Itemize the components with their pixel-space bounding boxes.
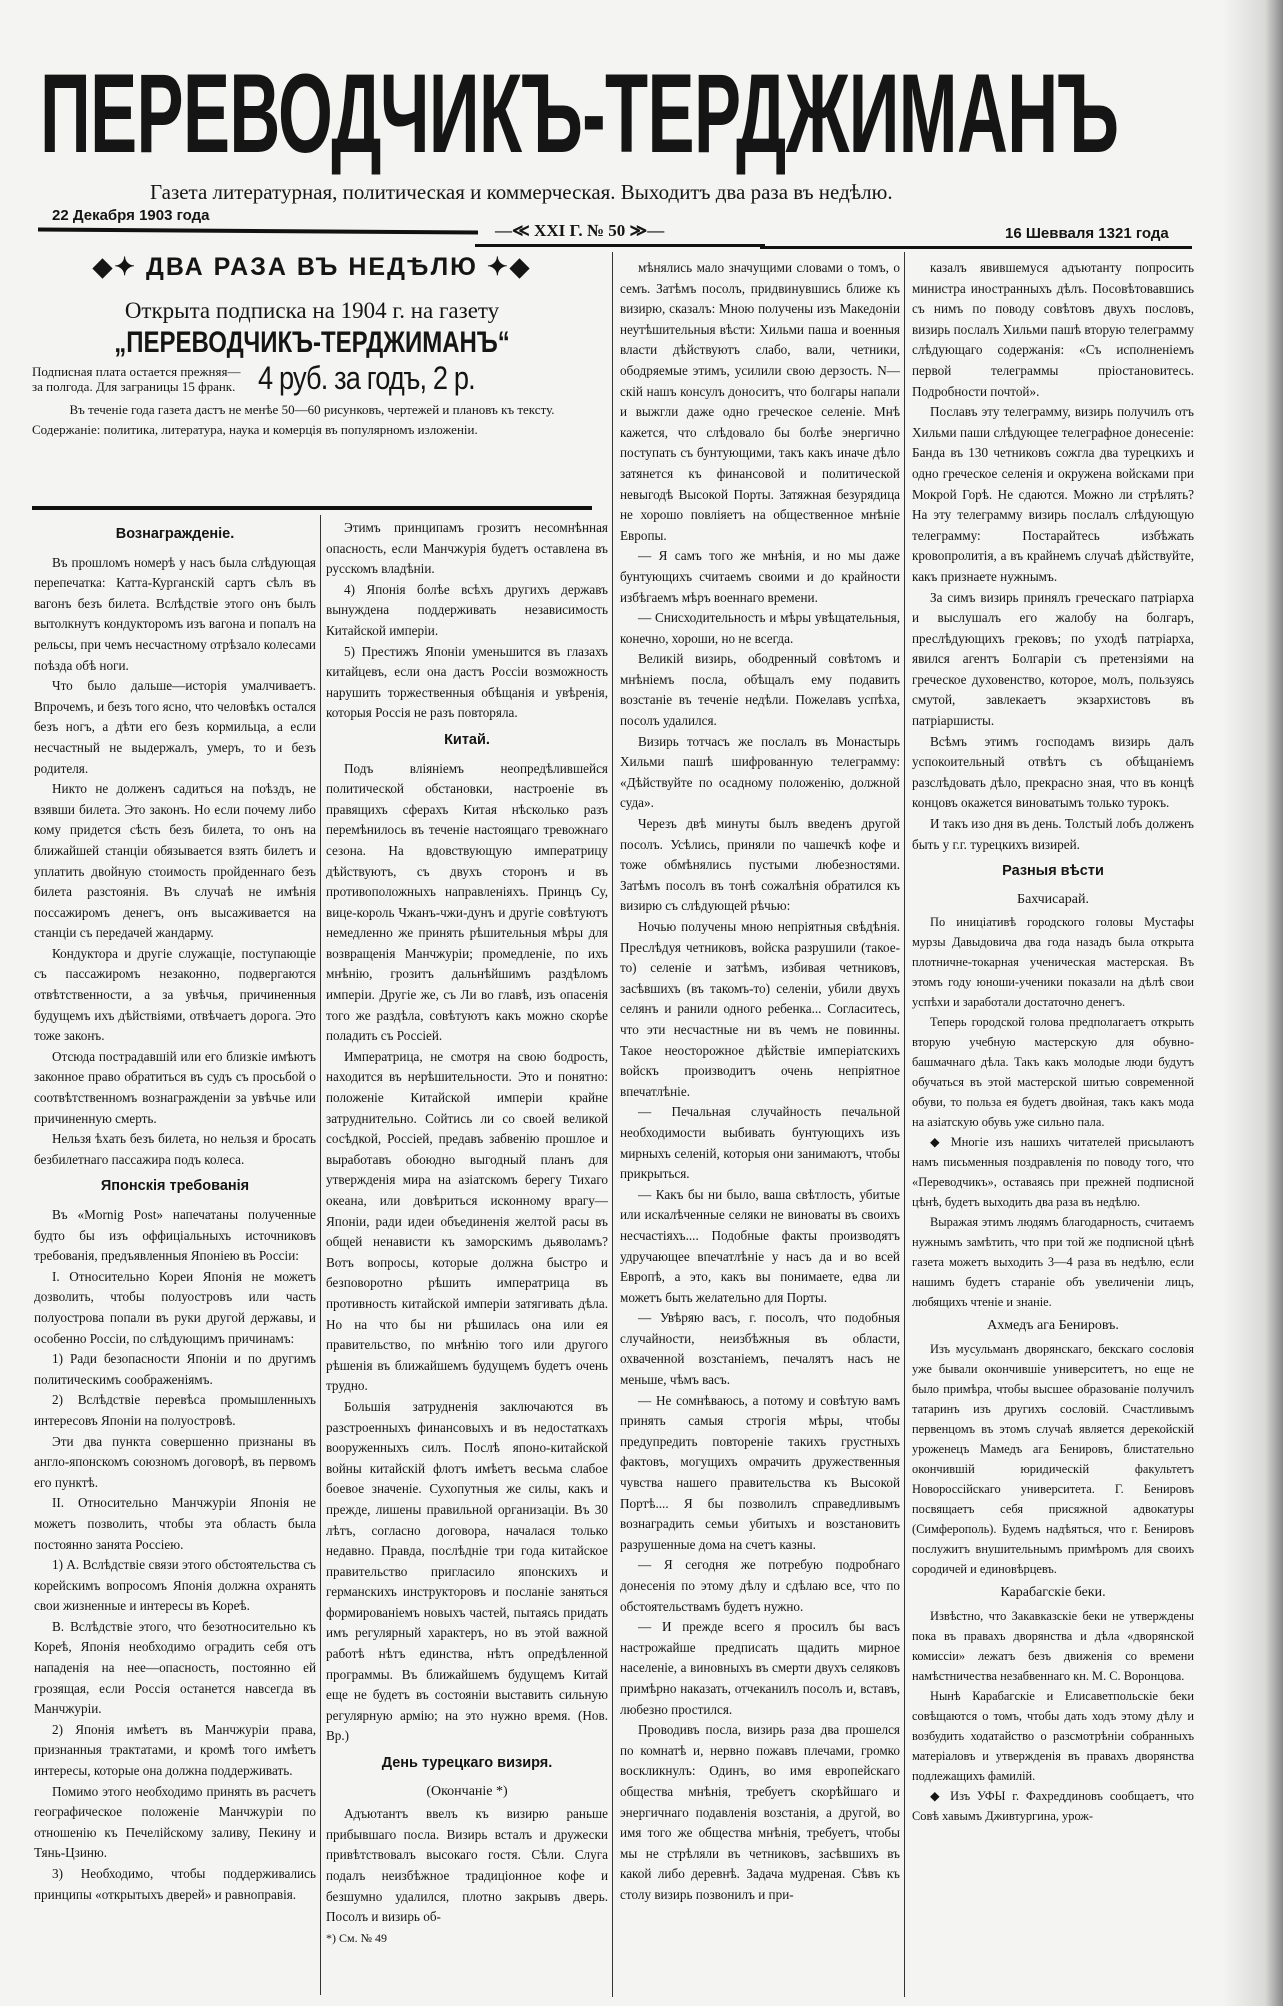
article-paragraph: Большія затрудненія заключаются въ разстроенныхъ финансовыхъ и въ недостаткахъ вооруженныхъ силъ. Послѣ японо-китайской войны китайскій флотъ имѣетъ весьма слабое боевое значеніе. Сухопутныя же силы, какъ и прежде, лишены правильной организаціи. Въ 30 лѣтъ, согласно договора, началася только недавно. Правда, послѣдніе три года китайское правительство пригласило японскихъ и германскихъ инструкторовъ и посланіе заняться формированіемъ новыхъ частей, пытаясь придать имъ регулярный характеръ, но въ этой важной работѣ нѣтъ единства, нѣтъ опредѣленной программы. Въ ближайшемъ будущемъ Китай еще не будетъ въ состояніи выставить сильную регулярную армію; на это нужно время. (Нов. Вр.) — [326, 1398, 608, 1744]
article-heading: Разныя вѣсти — [1002, 863, 1104, 880]
column-divider — [320, 515, 321, 1995]
news-paragraph: По иниціативѣ городского головы Мустафы мурзы Давыдовича два года назадъ была открыта плотничне-токарная ученическая мастерская. Въ этомъ году юноши-ученики показали на дѣлѣ свои успѣхи и заработали достаточно денегъ. — [912, 915, 1194, 1010]
article-paragraph: В. Вслѣдствіе этого, что безотносительно къ Кореѣ, Японія необходимо оградить себя отъ нападенія на нее—опасность, постоянно ей грозящая, если Россія останется навсегда въ Манчжуріи. — [34, 1618, 316, 1717]
news-paragraph: ◆ Изъ УФЫ г. Фахреддиновъ сообщаетъ, что Совѣ хавымъ Дживтургина, урож- — [912, 1788, 1194, 1823]
news-paragraph: Выражая этимъ людямъ благодарность, считаемъ нужнымъ замѣтить, что при той же подписной цѣнѣ газета можетъ выходить 3—4 раза въ недѣлю, если нашимъ будетъ стараніе объ увеличеніи лицъ, любящихъ чтеніе и знаніе. — [912, 1215, 1194, 1310]
article-heading: Вознагражденіе. — [115, 526, 235, 542]
article-paragraph: — Какъ бы ни было, ваша свѣтлость, убитые или искалѣченные селяки не виноваты въ своихъ несчастіяхъ.... Подобные факты производятъ удручающее впечатлѣніе у насъ да и во всей Европѣ, а это, какъ вы понимаете, едва ли можетъ быть желательно для Порты. — [620, 1186, 900, 1305]
column-1 — [34, 518, 316, 1905]
article-paragraph: Отсюда пострадавшій или его близкіе имѣютъ законное право обратиться въ судъ съ просьбой о соотвѣтственномъ вознагражденіи за увѣчье или причиненную смерть. — [34, 1048, 316, 1126]
article-paragraph: II. Относительно Манчжуріи Японія не можетъ позволить, чтобы эта область была постоянно занята Россіею. — [34, 1495, 316, 1552]
article-paragraph: I. Относительно Кореи Японія не можетъ дозволить, чтобы полуостровъ или часть полуострова попали въ руки другой державы, и особенно Россіи, по слѣдующимъ причинамъ: — [34, 1268, 316, 1346]
news-paragraph: Теперь городской голова предполагаетъ открыть вторую учебную мастерскую для обувно-башмачнаго дѣла. Такъ какъ молодые люди будутъ обучаться въ этой мастерской шитью современной обуви, то польза ея будетъ двойная, такъ какъ мода на азіатскую обувь уже сильно пала. — [912, 1015, 1194, 1130]
article-paragraph: И такъ изо дня въ день. Толстый лобъ долженъ быть у г.г. турецкихъ визирей. — [912, 816, 1194, 852]
article-paragraph: Кондуктора и другіе служащіе, поступающіе съ пассажиромъ незаконно, подвергаются отвѣтственности, а за увѣчья, причиненныя будущемъ ихъ дѣйствіями, отвѣчаетъ дорога. Это тоже законъ. — [34, 945, 316, 1044]
article-paragraph: 5) Престижъ Японіи уменьшится въ глазахъ китайцевъ, если она дастъ Россіи возможность нарушить торжественныя обѣщанія и увѣренія, которыя Россія не разъ повторяла. — [326, 643, 608, 721]
article-paragraph: — Я сегодня же потребую подробнаго донесенія по этому дѣлу и сдѣлаю все, что по обстоятельствамъ будетъ нужно. — [620, 1557, 900, 1614]
article-paragraph: мѣнялись мало значущими словами о томъ, о семъ. Затѣмъ посолъ, придвинувшись ближе къ визирю, сказалъ: Мною получены изъ Македоніи неутѣшительныя вѣсти: Хильми паша и военныя власти дѣйствуютъ слабо, вали, четники, ободряемые этимъ, усилили свою дерзость. N—скій нашъ консулъ доноситъ, что болгары напали и выжгли даже одно греческое селеніе. Мнѣ кажется, что слѣдовало бы болѣе энергично поступать съ бунтующими, такъ какъ иначе дѣло затянется къ финансовой и политической невыгодѣ Высокой Порты. Затяжная безурядица не хорошо повліяетъ на общественное мнѣніе Европы. — [620, 260, 900, 543]
news-paragraph: Нынѣ Карабагскіе и Елисаветпольскіе беки совѣщаются о томъ, чтобы дать ходъ этому дѣлу и возбудить ходатайство о разсмотрѣніи собранныхъ матеріаловъ и утвержденія въ правахъ дворянства подлежащихъ фамилій. — [912, 1688, 1194, 1783]
article-paragraph: — Печальная случайность печальной необходимости выбивать бунтующихъ изъ мирныхъ селеній, которыя они занимаютъ, чтобы прикрыться. — [620, 1104, 900, 1182]
masthead-rule-left — [38, 227, 478, 234]
article-paragraph: Визирь тотчасъ же послалъ въ Монастырь Хильми пашѣ шифрованную телеграмму: «Дѣйствуйте по осадному положенію, должной суда». — [620, 733, 900, 811]
article-paragraph: Въ прошломъ номерѣ у насъ была слѣдующая перепечатка: Катта-Курганскій сартъ сѣлъ въ вагонъ безъ билета. Вслѣдствіе этого онъ былъ вытолкнутъ кондукторомъ изъ вагона и попалъ на рельсы, при чемъ несчастному отрѣзало колесами поѣзда обѣ ноги. — [34, 554, 316, 673]
article-paragraph: Пославъ эту телеграмму, визирь получилъ отъ Хильми паши слѣдующее телеграфное донесеніе: Банда въ 130 четниковъ сожгла два турецкихъ и одно греческое селенія и окружена войсками при Мокрой Горѣ. Не сдаются. Можно ли стрѣлять? На эту телеграмму визирь послалъ слѣдующую телеграмму: Постарайтесь избѣжать кровопролитія, а въ крайнемъ случаѣ дѣйствуйте, какъ признаете нужнымъ. — [912, 404, 1194, 584]
date-gregorian: 22 Декабря 1903 года — [52, 207, 210, 224]
article-paragraph: Великій визирь, ободренный совѣтомъ и мнѣніемъ посла, обѣщалъ ему подавить возстаніе въ теченіе недѣли. Пожелавъ успѣха, посолъ удалился. — [620, 651, 900, 729]
article-paragraph: Нельзя ѣхать безъ билета, но нельзя и бросать безбилетнаго пассажира подъ колеса. — [34, 1131, 316, 1167]
article-heading: Китай. — [444, 731, 490, 748]
article-paragraph: Всѣмъ этимъ господамъ визирь далъ успокоительный отвѣтъ съ обѣщаніемъ разслѣдовать дѣло, прекрасно зная, что въ концѣ концовъ окажется виноватымъ только турокъ. — [912, 733, 1194, 811]
news-paragraph: ◆ Многіе изъ нашихъ читателей присылаютъ намъ письменныя поздравленія по поводу того, что «Переводчикъ», оставаясь при прежней подписной цѣнѣ, будетъ выходить два раза въ недѣлю. — [912, 1135, 1194, 1210]
masthead-rule-right — [760, 246, 1192, 249]
article-paragraph: 2) Японія имѣетъ въ Манчжуріи права, признанныя трактатами, и кромѣ того имѣетъ интересы, которые она должна поддерживать. — [34, 1721, 316, 1779]
article-paragraph: Ночью получены мною непріятныя свѣдѣнія. Преслѣдуя четниковъ, войска разрушили (такое-то) селеніе и затѣмъ, избивая четниковъ, засѣвшихъ (въ такомъ-то) селеніи, убили двухъ селянъ и ранили одного ребенка... Согласитесь, что эти несчастные ни въ чемъ не повинны. Такое неосторожное дѣйствіе имперіатскихъ войскъ производитъ очень непріятное впечатлѣніе. — [620, 919, 900, 1099]
news-paragraph: Извѣстно, что Закавказскіе беки не утверждены пока въ правахъ дворянства и дѣла «дворянской комиссіи» лежатъ безъ движенія со времени намѣстничества незабвеннаго кн. М. С. Воронцова. — [912, 1608, 1194, 1683]
article-paragraph: — И прежде всего я просилъ бы васъ настрожайше предписать щадить мирное населеніе, а виновныхъ въ смерти двухъ селяковъ примѣрно наказать, отчеканилъ посолъ и, вставъ, любезно простился. — [620, 1619, 900, 1717]
article-paragraph: Эти два пункта совершенно признаны въ англо-японскомъ союзномъ договорѣ, въ первомъ его пунктѣ. — [34, 1433, 316, 1490]
news-paragraph: Изъ мусульманъ дворянскаго, бекскаго сословія уже бывали окончившіе университетъ, но еще не было примѣра, чтобы высшее образованіе получилъ татаринъ изъ другихъ сословій. Счастливымъ первенцомъ въ этомъ случаѣ является дерекойскій уроженецъ Мамедъ ага Бенировъ, блистательно окончившій юридическій факультетъ Новороссійскаго университета. Г. Бенировъ посвящаетъ себя присяжной адвокатуры (Симферополь). Будемъ надѣяться, что г. Бенировъ послужитъ внушительнымъ примѣромъ для своихъ сородичей и единовѣрцевъ. — [912, 1342, 1194, 1576]
article-paragraph: 2) Вслѣдствіе перевѣса промышленныхъ интересовъ Японіи на полуостровѣ. — [34, 1392, 316, 1428]
column-divider — [612, 252, 613, 1997]
article-paragraph: За симъ визирь принялъ греческаго патріарха и выслушалъ его жалобу на болгаръ, преслѣдующихъ грековъ; по уходѣ патріарха, явился агентъ Болгаріи съ претензіями на греческое духовенство, которое, молъ, пользуясь смутой, завлекаетъ экзархистовъ въ патріаршисты. — [912, 589, 1194, 729]
ad-price: 4 руб. за годъ, 2 р. — [258, 360, 475, 396]
ad-contents: Содержаніе: политика, литература, наука и комерція въ популярномъ изложеніи. — [32, 422, 478, 437]
news-heading: Ахмедъ ага Бенировъ. — [987, 1318, 1119, 1334]
article-heading: Японскія требованія — [100, 1178, 250, 1195]
article-paragraph: Адъютантъ ввелъ къ визирю раньше прибывшаго посла. Визирь всталъ и дружески привѣтствовалъ высокаго гостя. Сѣли. Слуга подалъ неизбѣжное традиціонное кофе и безшумно удалился, плотно закрывъ дверь. Посолъ и визирь об- — [326, 1806, 608, 1925]
subscription-ad — [32, 252, 592, 438]
article-subtitle: (Окончаніе *) — [426, 1783, 508, 1799]
ad-price-note: Подписная плата остается прежняя— за полгода. Для заграницы 15 франк. — [32, 363, 241, 394]
article-paragraph: Подъ вліяніемъ неопредѣлившейся политической обстановки, настроеніе въ правящихъ сферахъ Китая нѣсколько разъ перемѣнилось въ теченіе настоящаго тревожнаго сезона. На вдовствующую императрицу дѣйствуютъ, съ двухъ сторонъ и въ противоположныхъ направленіяхъ. Принцъ Су, вице-король Чжанъ-чжи-дунъ и другіе совѣтуютъ немедленно же принять рѣшительныя мѣры для возвращенія Манчжуріи; промедленіе, по ихъ мнѣнію, грозитъ дальнѣйшимъ раздѣломъ имперіи. Другіе же, съ Ли во главѣ, изъ опасенія того же раздѣла, совѣтуютъ какъ можно скорѣе поладить съ Россіей. — [326, 760, 608, 1044]
article-paragraph: Что было дальше—исторія умалчиваетъ. Впрочемъ, и безъ того ясно, что человѣкъ остался безъ ногъ, а дѣти его безъ кормильца, а если несчастный не выдержалъ, умеръ, то и безъ родителя. — [34, 678, 316, 776]
ad-bottom-rule — [32, 506, 592, 510]
ad-price-row — [32, 360, 592, 397]
newspaper-title: ПЕРЕВОДЧИКЪ-ТЕРДЖИМАНЪ — [40, 51, 1119, 176]
masthead-rule-mid — [475, 244, 765, 247]
article-paragraph: Помимо этого необходимо принять въ расчетъ географическое положеніе Манчжуріи по отношенію къ Печелійскому заливу, Пекину и Тянь-Цзиню. — [34, 1783, 316, 1861]
article-paragraph: — Увѣряю васъ, г. посолъ, что подобныя случайности, неизбѣжныя въ области, охваченной возстаніемъ, печалятъ насъ не меньше, чѣмъ васъ. — [620, 1310, 900, 1388]
article-paragraph: — Снисходительность и мѣры увѣщательныя, конечно, хороши, но не всегда. — [620, 610, 900, 646]
column-divider — [904, 252, 905, 1997]
ad-drawings: Въ теченіе года газета дастъ не менѣе 50—60 рисунковъ, чертежей и плановъ къ тексту. — [69, 402, 555, 417]
article-paragraph: Этимъ принципамъ грозитъ несомнѣнная опасность, если Манчжурія будетъ оставлена въ русскомъ владѣніи. — [326, 520, 608, 577]
article-paragraph: казалъ явившемуся адъютанту попросить министра иностранныхъ дѣлъ. Посовѣтовавшись съ нимъ по поводу совѣтовъ двухъ пословъ, визирь послалъ Хильми пашѣ вторую телеграмму слѣдующаго содержанія: «Съ исполненіемъ первой телеграммы пріостановитесь. Подробности почтой». — [912, 260, 1194, 399]
issue-number: —≪ XXI Г. № 50 ≫— — [495, 221, 665, 240]
ad-headline-text: ДВА РАЗА ВЪ НЕДѢЛЮ — [146, 253, 478, 281]
article-paragraph: Никто не долженъ садиться на поѣздъ, не взявши билета. Это законъ. Но если почему либо кому придется сѣсть безъ билета, то онъ на ближайшей станціи обязывается взять билетъ и уплатить двойную стоимость пройденнаго безъ билета разстоянія. Въ случаѣ не имѣнія поссажиромъ денегъ, онъ высаживается на станціи съ передачей жандарму. — [34, 781, 316, 941]
ad-headline: ◆✦ ДВА РАЗА ВЪ НЕДѢЛЮ ✦◆ — [92, 253, 532, 281]
news-heading: Бахчисарай. — [1017, 891, 1089, 907]
news-heading: Карабагскіе беки. — [1000, 1585, 1106, 1600]
column-4 — [912, 258, 1194, 1826]
article-heading: День турецкаго визиря. — [381, 1755, 553, 1772]
article-paragraph: Проводивъ посла, визирь раза два прошелся по комнатѣ и, нервно пожавъ плечами, громко воскликнулъ: Одинъ, во имя европейскаго общества мнѣнія, требуетъ скорѣйшаго и энергичнаго подавленія возстанія, а другой, во имя того же общества мнѣнія, требуетъ, чтобы мы не стрѣляли въ четниковъ, засѣвшихъ въ какой либо деревнѣ. Задача мудреная. Сѣвъ къ столу визирь позвонилъ и при- — [620, 1722, 900, 1902]
column-2 — [326, 518, 608, 1948]
footnote: *) См. № 49 — [326, 1930, 388, 1945]
article-paragraph: — Я самъ того же мнѣнія, и но мы даже бунтующихъ считаемъ своими и до крайности избѣгаемъ мѣръ военнаго времени. — [620, 548, 900, 605]
tagline: Газета литературная, политическая и коммерческая. Выходитъ два раза въ недѣлю. — [150, 180, 893, 204]
article-paragraph: 1) А. Вслѣдствіе связи этого обстоятельства съ корейскимъ вопросомъ Японія должна охранять свои жизненные и интересы въ Кореѣ. — [34, 1557, 316, 1614]
article-paragraph: 4) Японія болѣе всѣхъ другихъ державъ вынуждена поддерживать независимость Китайской имперіи. — [326, 581, 608, 638]
page-edge-shadow — [1223, 0, 1283, 2006]
ad-paper-name: „ПЕРЕВОДЧИКЪ-ТЕРДЖИМАНЪ“ — [114, 326, 510, 359]
article-paragraph: Черезъ двѣ минуты былъ введенъ другой посолъ. Усѣлись, приняли по чашечкѣ кофе и тоже обмѣнялись пустыми любезностями. Затѣмъ посолъ въ тонѣ сожалѣнія обратился къ визирю съ слѣдующей рѣчью: — [620, 816, 900, 914]
article-paragraph: Въ «Mornig Post» напечатаны полученные будто бы изъ оффиціальныхъ источниковъ требованія, предъявленныя Японіею въ Россіи: — [34, 1207, 316, 1264]
article-paragraph: 1) Ради безопасности Японіи и по другимъ политическимъ соображеніямъ. — [34, 1351, 316, 1387]
article-paragraph: — Не сомнѣваюсь, а потому и совѣтую вамъ принять самыя строгія мѣры, чтобы предупредить повтореніе такихъ грустныхъ фактовъ, могущихъ омрачить дружественныя чувства нашего правительства къ Высокой Портѣ.... Я бы позволилъ справедливымъ вознаградить семьи убитыхъ и возстановить разрушенные дома на счетъ казны. — [620, 1392, 900, 1552]
column-3 — [620, 258, 900, 1906]
ad-subscription: Открыта подписка на 1904 г. на газету — [124, 298, 500, 323]
article-paragraph: Императрица, не смотря на свою бодрость, находится въ нерѣшительности. Это и понятно: положеніе Китайской имперіи крайне затруднительно. Сойтись ли со своей великой сосѣдкой, Россіей, предавъ забвенію прошлое и выработавъ обоюдно выгодный планъ для утвержденія мира на азіатскомъ берегу Тихаго океана, или довѣриться исконному врагу—Японіи, ради идеи объединенія желтой расы въ общей ненависти къ заморскимъ дьяволамъ? Вотъ вопросы, которые должна быстро и безповоротно рѣшить императрица въ противность китайской имперіи затягивать дѣла. Но на что бы ни рѣшилась она или ея правительство, по мнѣнію того или другого рѣшенія въ ближайшемъ будущемъ будетъ очень трудно. — [326, 1048, 608, 1394]
article-paragraph: 3) Необходимо, чтобы поддерживались принципы «открытыхъ дверей» и равноправія. — [34, 1866, 316, 1902]
date-hijri: 16 Шевваля 1321 года — [1005, 225, 1169, 242]
